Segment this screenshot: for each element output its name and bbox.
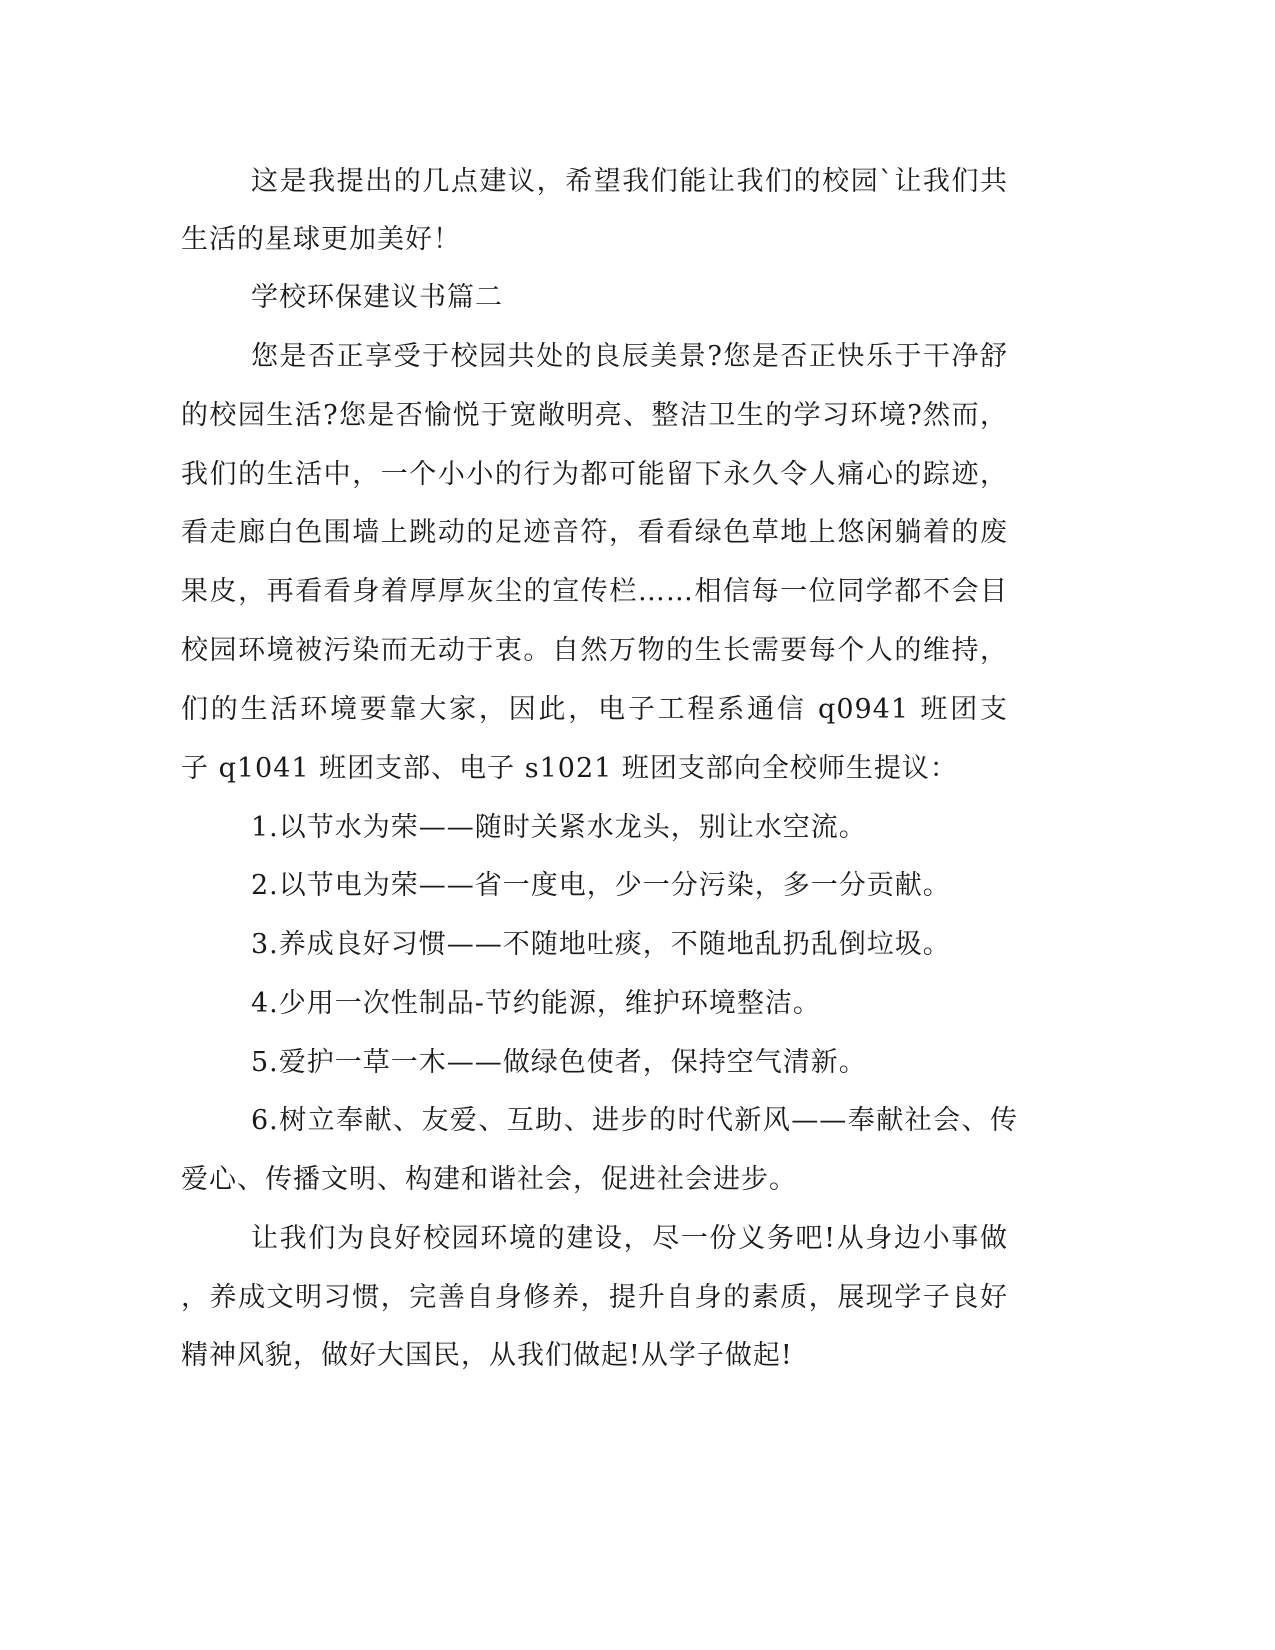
list-item: 6.树立奉献、友爱、互助、进步的时代新风——奉献社会、传 [251,1105,1018,1136]
paragraph-line: 果皮，再看看身着厚厚灰尘的宣传栏……相信每一位同学都不会目 [181,576,1008,607]
list-item: 2.以节电为荣——省一度电，少一分污染，多一分贡献。 [251,870,951,901]
paragraph-line: 子 q1041 班团支部、电子 s1021 班团支部向全校师生提议： [181,753,958,784]
list-item: 爱心、传播文明、构建和谐社会，促进社会进步。 [181,1164,797,1195]
paragraph-line: 让我们为良好校园环境的建设，尽一份义务吧!从身边小事做 [251,1223,1008,1254]
paragraph-line: 看走廊白色围墙上跳动的足迹音符，看看绿色草地上悠闲躺着的废 [181,517,1008,548]
paragraph-line: 您是否正享受于校园共处的良辰美景?您是否正快乐于干净舒 [251,341,1008,372]
list-item: 1.以节水为荣——随时关紧水龙头，别让水空流。 [251,812,867,843]
paragraph-line: 校园环境被污染而无动于衷。自然万物的生长需要每个人的维持， [181,635,1008,666]
list-item: 3.养成良好习惯——不随地吐痰，不随地乱扔乱倒垃圾。 [251,929,951,960]
paragraph-line: 这是我提出的几点建议，希望我们能让我们的校园`让我们共 [251,166,1008,197]
paragraph-line: 的校园生活?您是否愉悦于宽敞明亮、整洁卫生的学习环境?然而， [181,400,1008,431]
list-item: 4.少用一次性制品-节约能源，维护环境整洁。 [251,988,821,1019]
section-heading: 学校环保建议书篇二 [251,282,503,313]
paragraph-line: 我们的生活中，一个小小的行为都可能留下永久令人痛心的踪迹， [181,459,1008,490]
paragraph-line: 精神风貌，做好大国民，从我们做起!从学子做起! [181,1340,793,1371]
paragraph-line: 们的生活环境要靠大家，因此，电子工程系通信 q0941 班团支 [181,694,1008,725]
list-item: 5.爱护一草一木——做绿色使者，保持空气清新。 [251,1047,867,1078]
paragraph-line: ，养成文明习惯，完善自身修养，提升自身的素质，展现学子良好 [181,1282,1008,1313]
paragraph-line: 生活的星球更加美好！ [181,224,461,255]
